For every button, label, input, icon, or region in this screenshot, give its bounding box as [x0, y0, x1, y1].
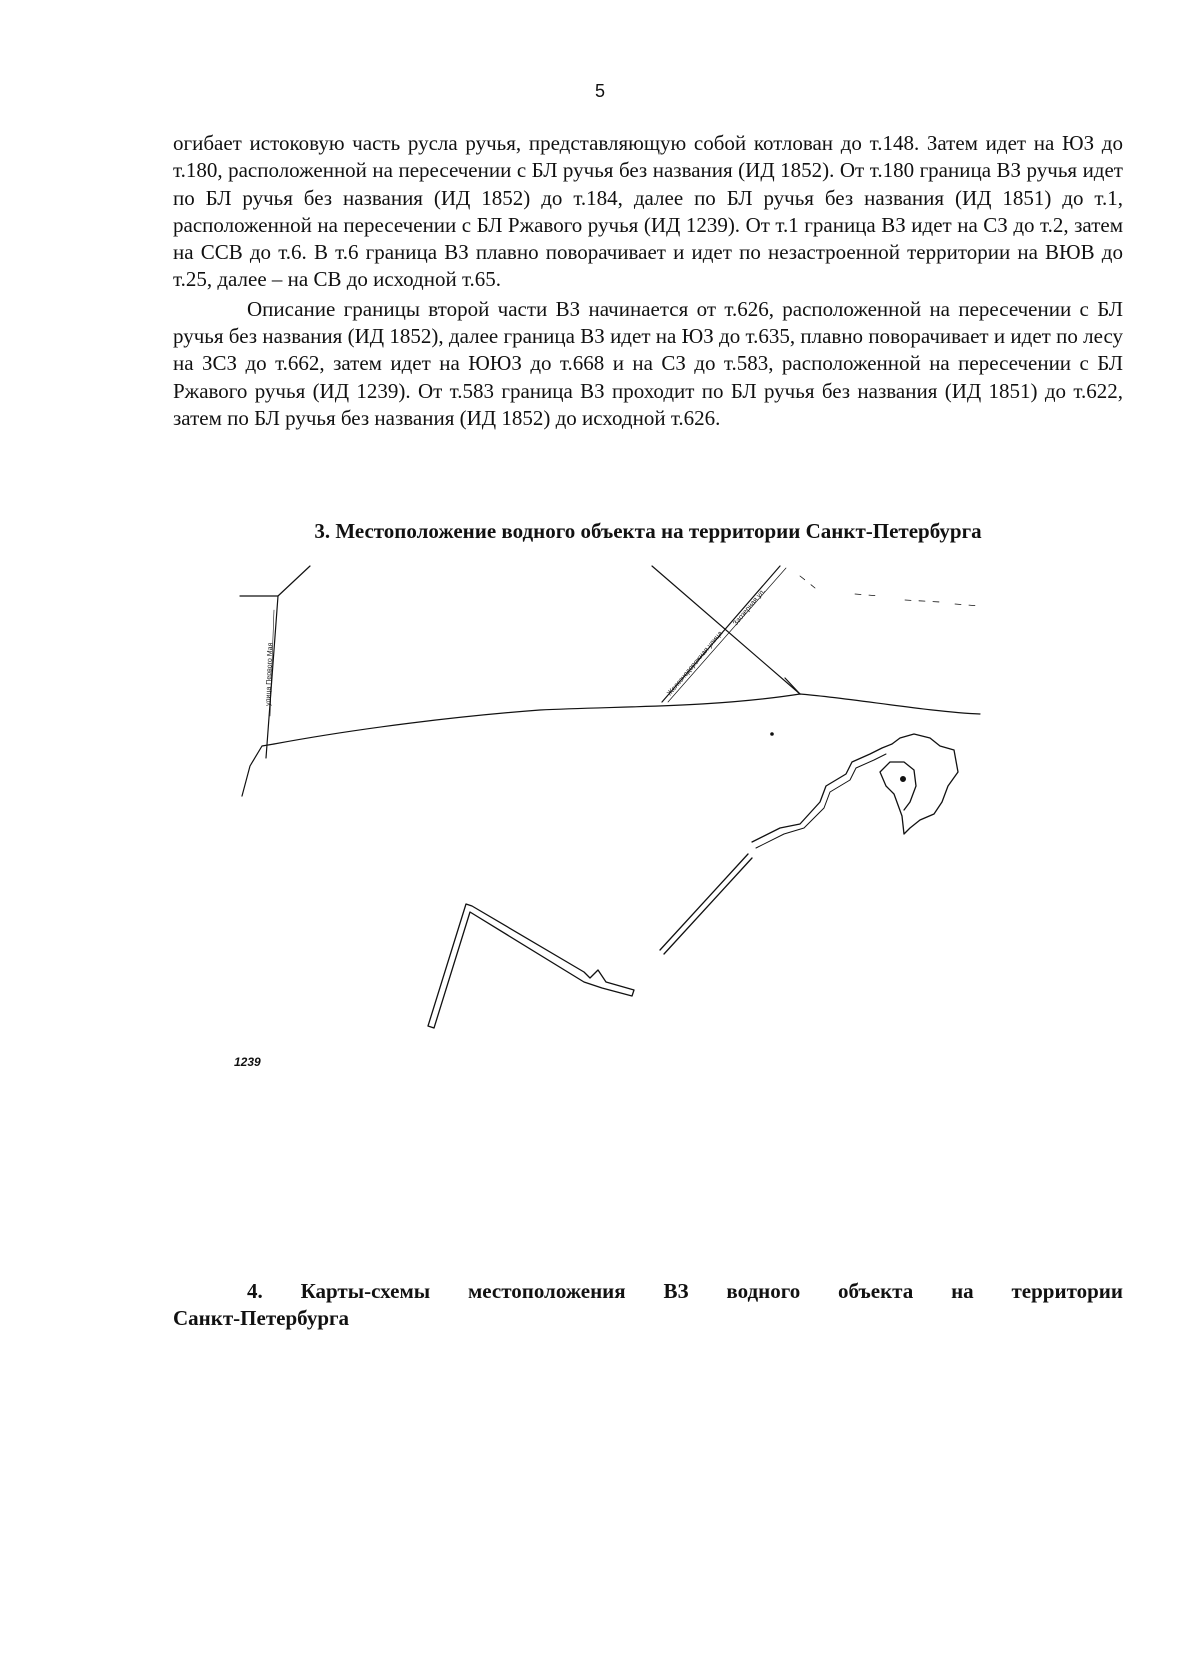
water-object-point	[901, 777, 906, 782]
paragraph-2: Описание границы второй части ВЗ начинается от т.626, расположенной на пересечении с БЛ ручья без названия (ИД 1852), далее граница ВЗ идет на ЮЗ до т.635, плавно поворачивает и идет по лесу на ЗСЗ до т.662, затем идет на ЮЮЗ до т.668 и на СЗ до т.583, расположенной на пересечении с БЛ Ржавого ручья (ИД 1239). От т.583 граница ВЗ проходит по БЛ ручья без названия (ИД 1851) до т.622, затем по БЛ ручья без названия (ИД 1852) до исходной т.626.	[173, 296, 1123, 430]
location-map	[234, 566, 1040, 1146]
section-4-heading	[173, 1278, 1123, 1332]
map-road-sw	[242, 744, 274, 796]
map-dashed-ne	[800, 576, 980, 606]
map-street-diagonal-label-1: Железнодорожная улица	[666, 630, 725, 698]
section-3-heading: 3. Местоположение водного объекта на территории Санкт-Петербурга	[314, 519, 982, 543]
map-object-id-label: 1239	[234, 1055, 261, 1069]
water-object-lower-left	[428, 904, 634, 1028]
location-map-svg	[234, 566, 1040, 1146]
map-dot	[771, 733, 773, 735]
section-4-heading-line1: 4. Карты-схемы местоположения ВЗ водного объекта на территории	[247, 1279, 1123, 1303]
section-4-heading-line2: Санкт-Петербурга	[173, 1306, 350, 1330]
map-street-left-label: улица Первого Мая	[265, 642, 275, 707]
page-number: 5	[594, 81, 605, 101]
paragraph-1: огибает истоковую часть русла ручья, представляющую собой котлован до т.148. Затем идет на ЮЗ до т.180, расположенной на пересечении с БЛ ручья без названия (ИД 1852). От т.180 граница ВЗ ручья идет по БЛ ручья без названия (ИД 1852) до т.184, далее по БЛ ручья без названия (ИД 1851) до т.1, расположенной на пересечении с БЛ Ржавого ручья (ИД 1239). От т.1 граница ВЗ идет на СЗ до т.2, затем на ССВ до т.6. В т.6 граница ВЗ плавно поворачивает и идет по незастроенной территории на ВЮВ до т.25, далее – на СВ до исходной т.65.	[173, 131, 1123, 292]
map-road-ne	[785, 678, 800, 694]
map-road-main	[274, 694, 980, 744]
map-street-diagonal-label-2: Заозерная ул.	[732, 587, 767, 628]
map-road-nw	[240, 566, 310, 596]
water-object-upper	[752, 734, 958, 842]
body-text	[173, 130, 1123, 432]
map-street-diagonal-edge	[668, 568, 786, 702]
map-diagonal-line	[652, 566, 800, 694]
water-object-middle	[660, 854, 752, 954]
